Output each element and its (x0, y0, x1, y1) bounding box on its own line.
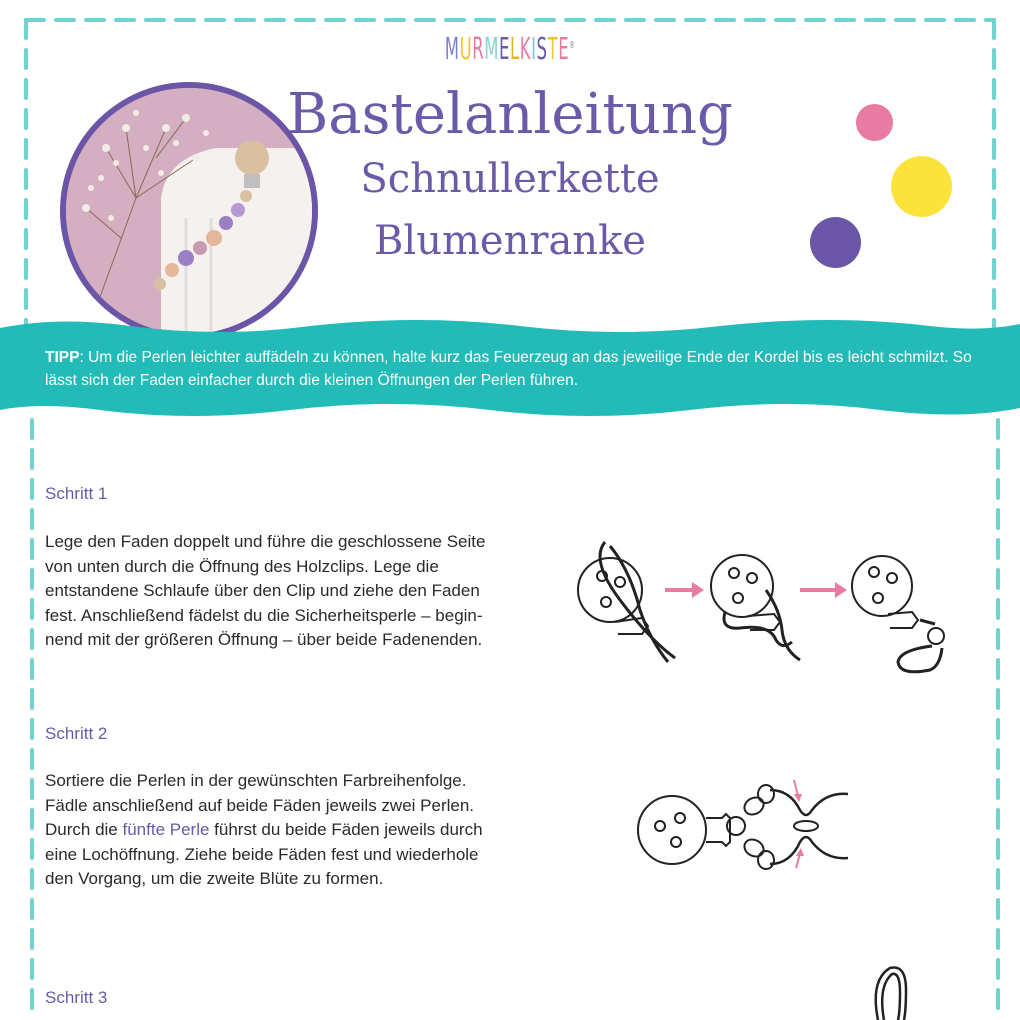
step-2-line-post: führst du beide Fäden jeweils durch (209, 820, 483, 839)
logo-letter: T (547, 32, 559, 67)
product-photo (60, 82, 318, 340)
step-2-line (45, 818, 565, 843)
step-2-line: eine Lochöffnung. Ziehe beide Fäden fest und wiederhole (45, 844, 479, 864)
step-1-text (45, 530, 565, 653)
step-2-line: Fädle anschließend auf beide Fäden jeweils zwei Perlen. (45, 795, 475, 815)
step-1-line: fest. Anschließend fädelst du die Sicherheitsperle – begin- (45, 605, 483, 625)
step-2-highlight: fünfte Perle (122, 820, 210, 839)
step-1-line: entstandene Schlaufe über den Clip und ziehe den Faden (45, 581, 480, 600)
purple-dot (810, 217, 861, 268)
tip-text (45, 346, 975, 392)
logo-letter: S (536, 32, 548, 67)
brand-logo (230, 32, 791, 67)
logo-letter: M (444, 32, 460, 67)
step-2-illustration (630, 770, 860, 890)
step-1-line: nend mit der größeren Öffnung – über beide Fadenenden. (45, 630, 483, 649)
logo-letter: M (484, 32, 500, 67)
logo-letter: E (558, 32, 570, 67)
step-2-line: Sortiere die Perlen in der gewünschten Farbreihenfolge. (45, 771, 467, 790)
logo-letter: R (472, 32, 485, 67)
step-2-label: Schritt 2 (45, 724, 108, 743)
page-subtitle-line1: Schnullerkette (360, 156, 660, 202)
tip-label: TIPP (45, 349, 80, 366)
logo-letter: U (459, 32, 473, 67)
pacifier-chain-photo (66, 88, 312, 334)
step-3-illustration (860, 960, 920, 1020)
step-1-illustration (570, 530, 970, 690)
logo-letter: L (509, 32, 520, 67)
logo-letter: K (519, 32, 532, 67)
yellow-dot (891, 156, 952, 217)
registered-mark: ® (569, 40, 576, 51)
logo-letter: I (531, 32, 537, 67)
logo-letter: E (499, 32, 510, 67)
step-2-line-pre: Durch die (45, 820, 123, 839)
step-1-line: von unten durch die Öffnung des Holzclips. Lege die (45, 556, 439, 576)
step-1-line: Lege den Faden doppelt und führe die geschlossene Seite (45, 532, 486, 551)
page-subtitle-line2: Blumenranke (374, 218, 646, 264)
step-2-text (45, 769, 565, 892)
step-2-line: den Vorgang, um die zweite Blüte zu formen. (45, 869, 384, 888)
step-3-label: Schritt 3 (45, 988, 108, 1007)
page-title: Bastelanleitung (287, 82, 733, 147)
tip-body: : Um die Perlen leichter auffädeln zu können, halte kurz das Feuerzeug an das jeweilige Ende der Kordel bis es leicht schmilzt. So lässt sich der Faden einfacher durch die kleinen Öffnungen der Perlen führen. (45, 349, 972, 389)
step-1-label: Schritt 1 (45, 484, 108, 503)
pink-dot (856, 104, 893, 141)
